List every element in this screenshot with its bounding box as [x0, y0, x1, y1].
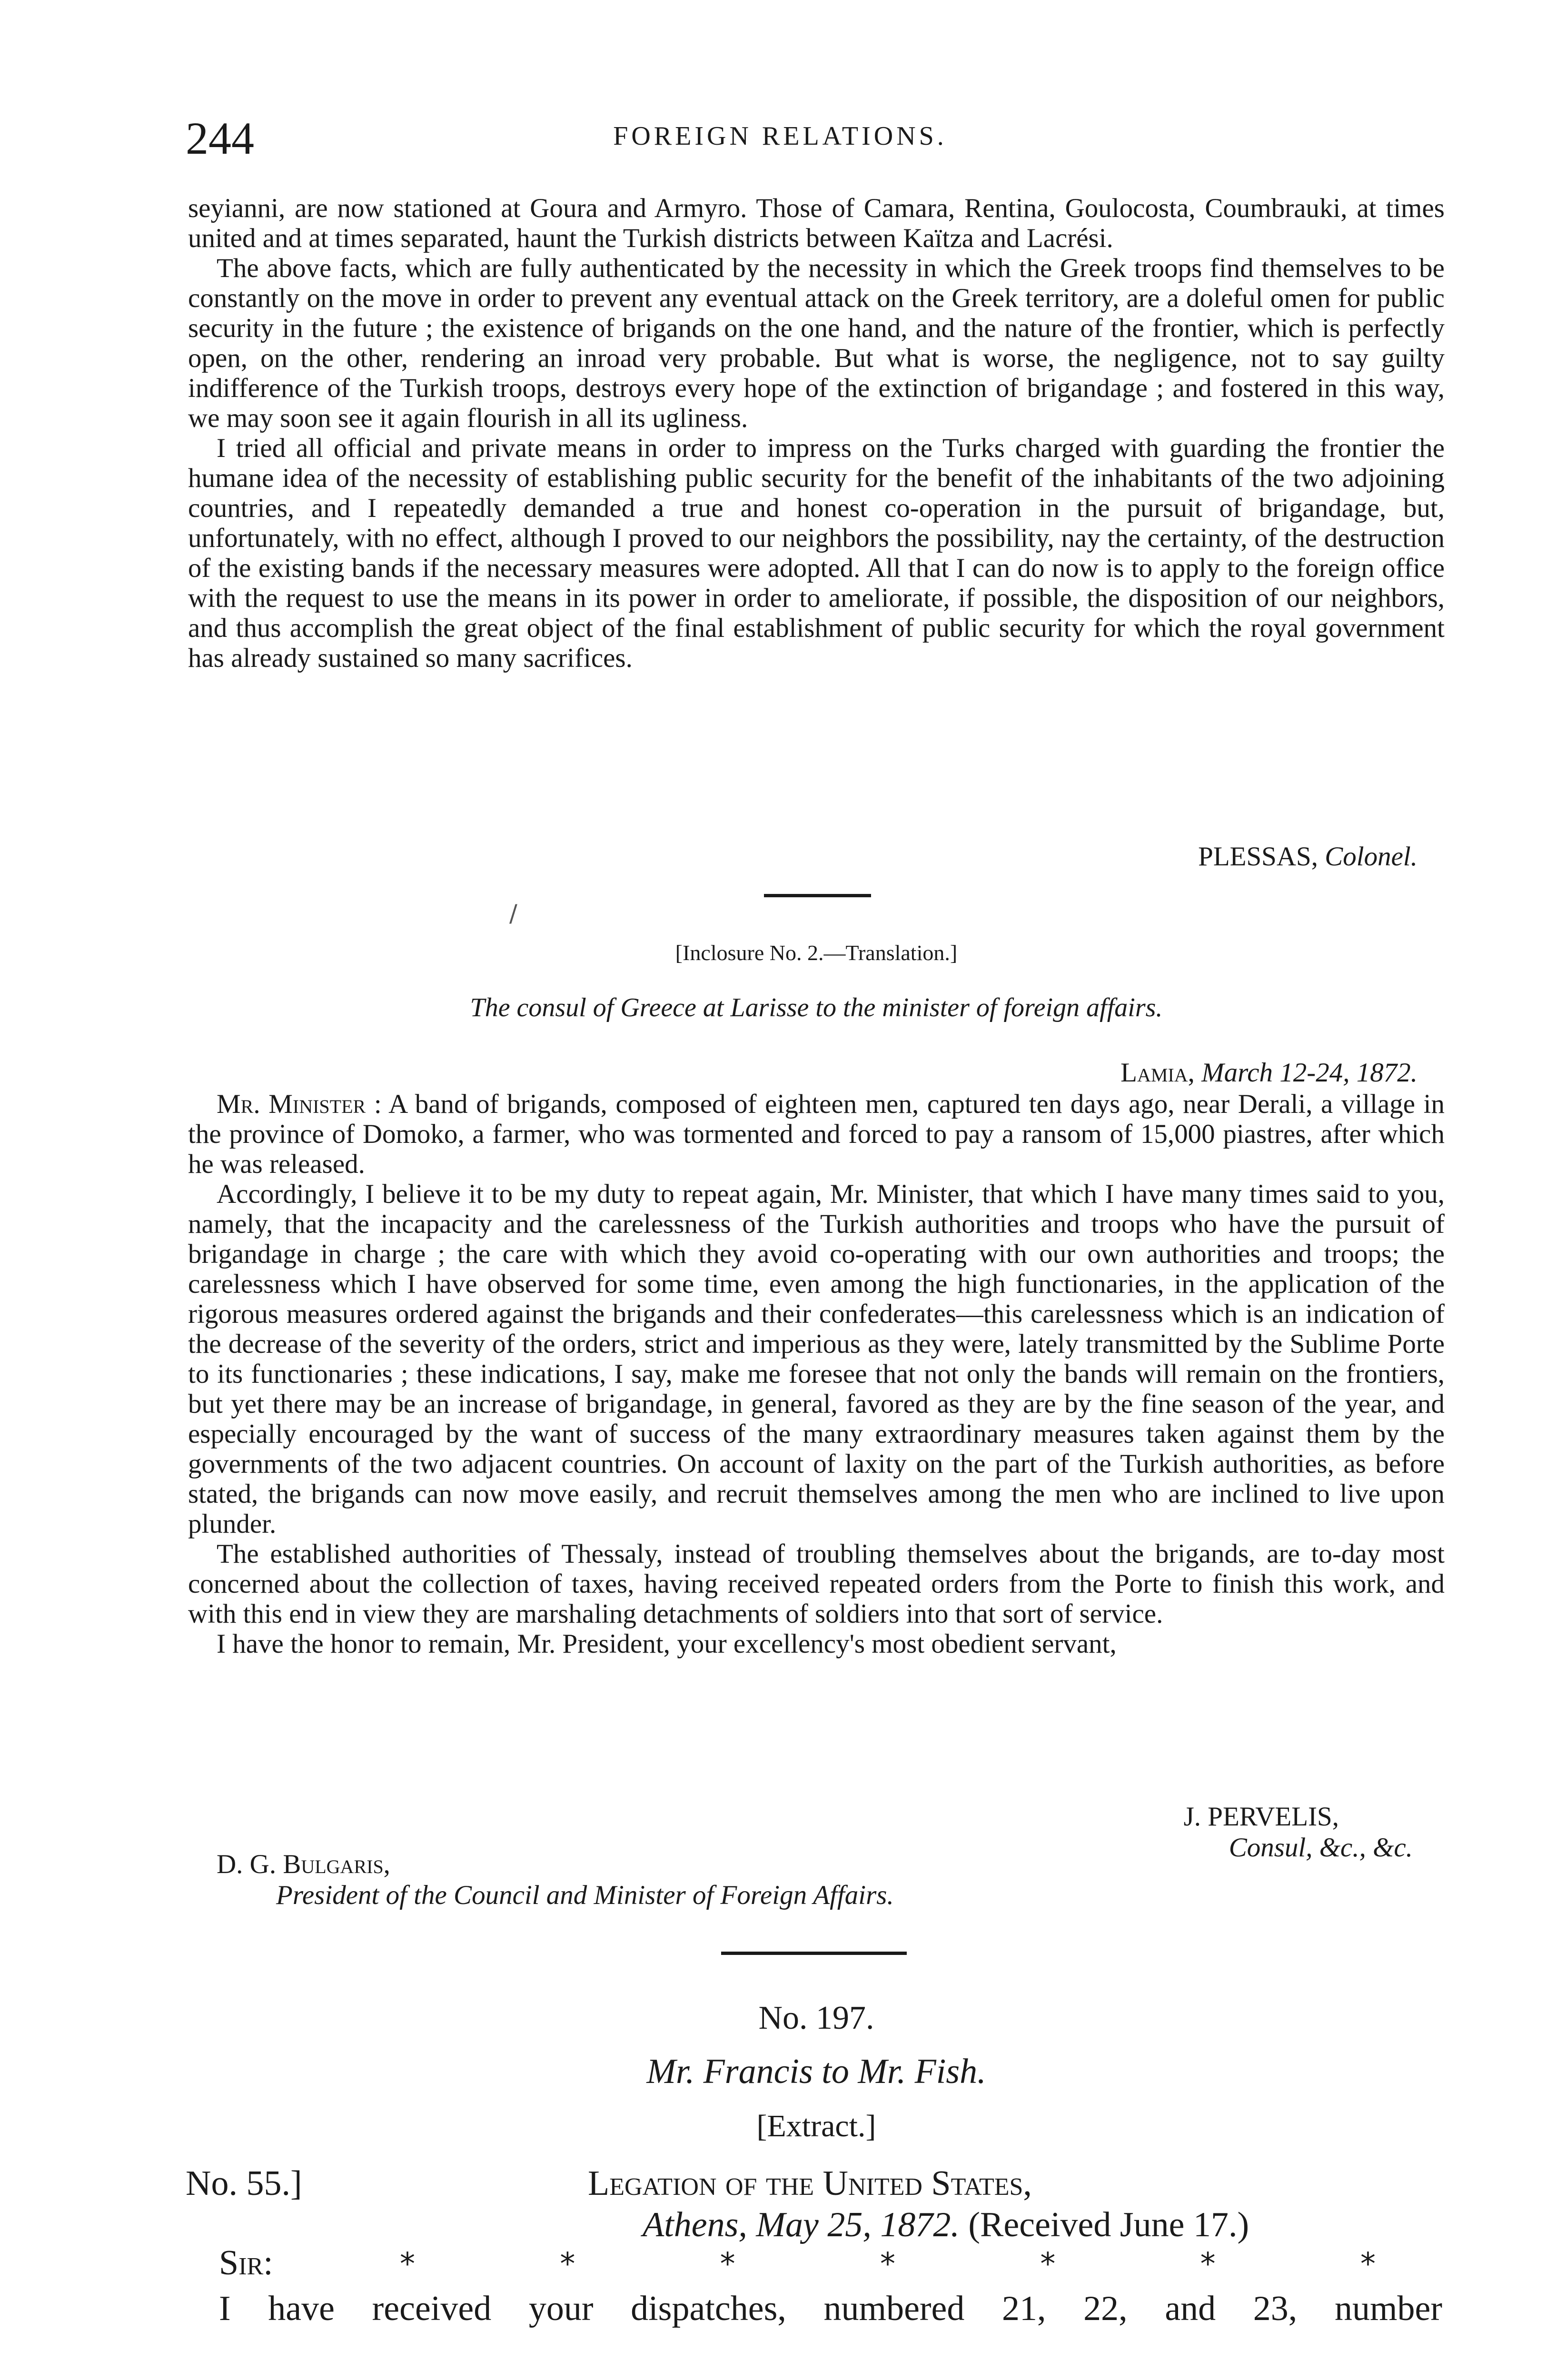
legation-dateline: [643, 2205, 1249, 2245]
pervelis-signature-name: J. PERVELIS,: [1183, 1802, 1339, 1832]
stray-mark: /: [509, 900, 517, 927]
running-head: [186, 112, 1375, 165]
running-title: FOREIGN RELATIONS.: [613, 121, 947, 151]
star-mark: *: [720, 2247, 735, 2282]
signature-title: Colonel.: [1325, 842, 1417, 872]
star-mark: *: [400, 2247, 415, 2282]
salutation: Sir:: [219, 2243, 273, 2282]
document-number: No. 197.: [758, 2000, 874, 2036]
addressee-title: President of the Council and Minister of Foreign Affairs.: [276, 1880, 894, 1910]
section-rule: [721, 1952, 907, 1955]
inclosure2-subheading: The consul of Greece at Larisse to the minister of foreign affairs.: [470, 993, 1163, 1022]
dateline-place: Lamia,: [1120, 1058, 1195, 1088]
inclosure2-body: [188, 1089, 1445, 1659]
dateline-place: Athens,: [643, 2205, 747, 2244]
star-mark: *: [1360, 2247, 1376, 2282]
inclosure2-heading: [Inclosure No. 2.—Translation.]: [675, 941, 958, 965]
inclosure1-body: [188, 193, 1445, 673]
extract-label: [Extract.]: [756, 2109, 876, 2143]
dispatch-number: No. 55.]: [186, 2164, 302, 2203]
section-rule: [764, 894, 871, 897]
salutation: Mr. Minister :: [217, 1089, 382, 1119]
star-mark: *: [1200, 2247, 1216, 2282]
paragraph: I tried all official and private means in order to impress on the Turks charged with guarding the frontier the humane idea of the necessity of establishing public security for the benefit of the inhabitants of the two adjoining countries, and I repeatedly demanded a true and honest co-operation in the pursuit of brigandage, but, unfortunately, with no effect, although I proved to our neighbors the possibility, nay the certainty, of the destruction of the existing bands if the necessary measures were adopted. All that I can do now is to apply to the foreign office with the request to use the means in its power in order to ameliorate, if possible, the disposition of our neighbors, and thus accomplish the great object of the final establishment of public security for which the royal government has already sustained so many sacrifices.: [188, 433, 1445, 673]
omission-stars: [400, 2247, 1376, 2282]
opening-line: I have received your dispatches, numbered 21, 22, and 23, number: [219, 2289, 1442, 2328]
paragraph: seyianni, are now stationed at Goura and Armyro. Those of Camara, Rentina, Goulocosta, Coumbrauki, at times united and at times separated, haunt the Turkish districts between Kaïtza and Lacrési.: [188, 193, 1445, 253]
paragraph: I have the honor to remain, Mr. President, your excellency's most obedient servant,: [217, 1629, 1117, 1659]
star-mark: *: [880, 2247, 895, 2282]
addressee-name: D. G. Bulgaris,: [217, 1849, 390, 1879]
paragraph: [188, 1089, 1445, 1179]
paragraph: The established authorities of Thessaly, instead of troubling themselves about the brigands, are to-day most concerned about the collection of taxes, having received repeated orders from the Porte to finish this work, and with this end in view they are marshaling detachments of soldiers into that sort of service.: [188, 1539, 1445, 1629]
received-date: (Received June 17.): [968, 2205, 1249, 2244]
page-number: 244: [186, 113, 254, 164]
star-mark: *: [1040, 2247, 1056, 2282]
inclosure2-dateline: [1120, 1058, 1417, 1088]
star-mark: *: [560, 2247, 575, 2282]
plessas-signature: [1198, 842, 1417, 872]
paragraph: Accordingly, I believe it to be my duty to repeat again, Mr. Minister, that which I have many times said to you, namely, that the incapacity and the carelessness of the Turkish authorities and troops who have the pursuit of brigandage in charge ; the care with which they avoid co-operating with our own authorities and troops; the carelessness which I have observed for some time, even among the high functionaries, in the application of the rigorous measures ordered against the brigands and their confederates—this carelessness which is an indication of the decrease of the severity of the orders, strict and imperious as they were, lately transmitted by the Sublime Porte to its functionaries ; these indications, I say, make me foresee that not only the bands will remain on the frontiers, but yet there may be an increase of brigandage, in general, favored as they are by the fine season of the year, and especially encouraged by the want of success of the many extraordinary measures taken against them by the governments of the two adjacent countries. On account of laxity on the part of the Turkish authorities, as before stated, the brigands can now move easily, and recruit themselves among the men who are inclined to live upon plunder.: [188, 1179, 1445, 1539]
pervelis-signature-title: Consul, &c., &c.: [1229, 1833, 1413, 1863]
dateline-date: May 25, 1872.: [756, 2205, 960, 2244]
paragraph: The above facts, which are fully authenticated by the necessity in which the Greek troops find themselves to be constantly on the move in order to prevent any eventual attack on the Greek territory, are a doleful omen for public security in the future ; the existence of brigands on the one hand, and the nature of the frontier, which is perfectly open, on the other, rendering an inroad very probable. But what is worse, the negligence, not to say guilty indifference of the Turkish troops, destroys every hope of the extinction of brigandage ; and fostered in this way, we may soon see it again flourish in all its ugliness.: [188, 253, 1445, 433]
paragraph-text: A band of brigands, composed of eighteen men, captured ten days ago, near Derali, a village in the province of Domoko, a farmer, who was tormented and forced to pay a ransom of 15,000 piastres, after which he was released.: [188, 1089, 1445, 1179]
legation-name: Legation of the United States,: [588, 2164, 1032, 2203]
dateline-date: March 12-24, 1872.: [1201, 1058, 1417, 1088]
document-title: Mr. Francis to Mr. Fish.: [646, 2052, 986, 2091]
signature-name: PLESSAS,: [1198, 842, 1318, 872]
